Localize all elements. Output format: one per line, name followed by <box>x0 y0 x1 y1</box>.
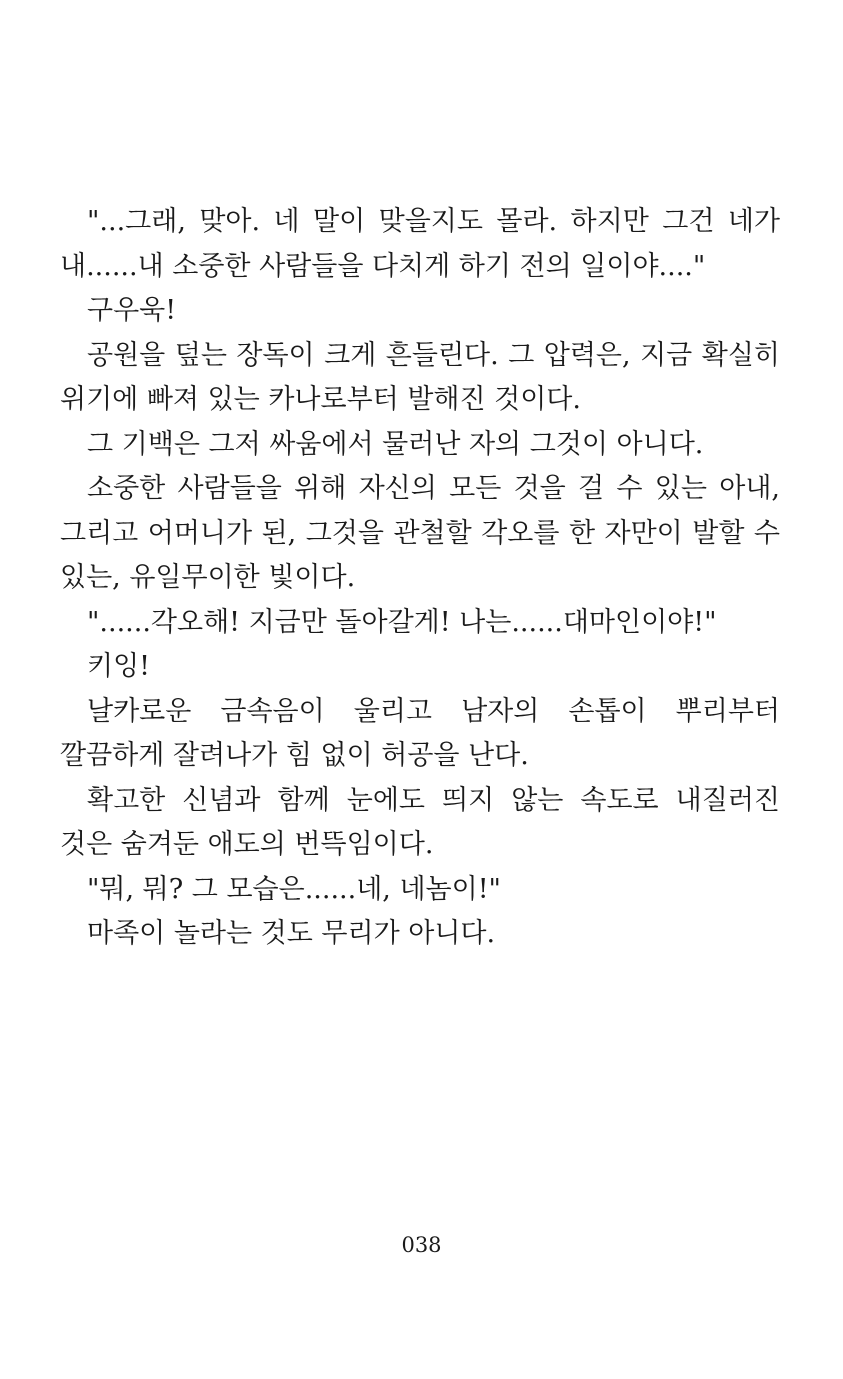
paragraph-2: 구우욱! <box>87 295 177 326</box>
paragraph-7: 키잉! <box>87 651 151 682</box>
paragraph-3: 공원을 덮는 장독이 크게 흔들린다. 그 압력은, 지금 확실히 위기에 빠져 있는 카나로부터 발해진 것이다. <box>60 339 780 415</box>
page-number: 038 <box>401 1233 442 1257</box>
paragraph-4: 그 기백은 그저 싸움에서 물러난 자의 그것이 아니다. <box>87 428 704 460</box>
paragraph-1: "...그래, 맞아. 네 말이 맞을지도 몰라. 하지만 그건 네가 내......내 소중한 사람들을 다치게 하기 전의 일이야...." <box>60 206 780 282</box>
paragraph-5: 소중한 사람들을 위해 자신의 모든 것을 걸 수 있는 아내, 그리고 어머니가 된, 그것을 관철할 각오를 한 자만이 발할 수 있는, 유일무이한 빛이다. <box>60 473 780 593</box>
paragraph-9: 확고한 신념과 함께 눈에도 띄지 않는 속도로 내질러진 것은 숨겨둔 애도의 번뜩임이다. <box>60 784 780 860</box>
paragraph-8: 날카로운 금속음이 울리고 남자의 손톱이 뿌리부터 깔끔하게 잘려나가 힘 없이 허공을 난다. <box>60 695 780 771</box>
paragraph-11: 마족이 놀라는 것도 무리가 아니다. <box>87 918 496 949</box>
paragraph-6: "......각오해! 지금만 돌아갈게! 나는......대마인이야!" <box>87 606 717 638</box>
paragraph-10: "뭐, 뭐? 그 모습은......네, 네놈이!" <box>87 873 501 905</box>
page-body <box>60 200 780 957</box>
